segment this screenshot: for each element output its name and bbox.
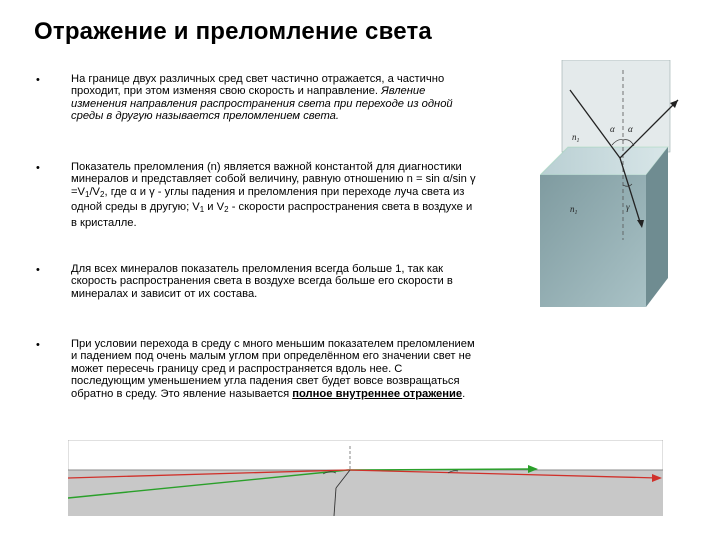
bullet-marker: • xyxy=(36,264,40,276)
bullet-text xyxy=(71,73,476,123)
medium-layer xyxy=(68,470,663,516)
page-title: Отражение и преломление света xyxy=(34,18,432,45)
bullet-text-part: и V xyxy=(204,201,225,214)
total-internal-reflection-figure xyxy=(68,440,663,516)
subscript: 1 xyxy=(199,205,205,215)
bullet-text-part: . xyxy=(462,387,466,400)
crystal-front-face xyxy=(540,175,646,307)
bullet-text-part: /V xyxy=(89,185,101,198)
bullet-text-part: Показатель преломления (n) является важной константой для диагностики минералов и представляет собой величину, равную отношению n = sin α/sin γ =V xyxy=(71,161,476,198)
bullet-marker: • xyxy=(36,74,40,86)
subscript: 1 xyxy=(85,189,90,199)
label-n2: $n_1$ xyxy=(570,204,578,216)
label-n1: $n_1$ xyxy=(572,132,580,144)
bullet-marker: • xyxy=(36,162,40,174)
subscript: 2 xyxy=(224,205,229,215)
bullet-text-part: - скорости распространения света в воздухе и в кристалле. xyxy=(71,201,473,229)
bullet-text xyxy=(71,338,476,400)
bullet-text-italic: Явление изменения направления распространения света при переходе из одной среды в другую называется преломлением света. xyxy=(71,85,453,123)
bullet-text-part: При условии перехода в среду с много меньшим показателем преломлением и падением под очень малым углом при определённом его значении свет не может пересечь границу сред и распространяется вдоль нее. С последующим уменьшением угла падения свет будет вовсе возвращаться обратно в среду. Это явление называется xyxy=(71,338,475,400)
bullet-text xyxy=(71,161,476,229)
bullet-marker: • xyxy=(36,339,40,351)
ray-green-along-boundary xyxy=(348,469,533,470)
term-total-internal-reflection: полное внутреннее отражение xyxy=(292,387,463,400)
air-layer xyxy=(68,440,663,470)
label-alpha-reflected: α xyxy=(628,124,633,134)
bullet-text-part: , где α и γ - углы падения и преломления при переходе луча света из одной среды в другую; V xyxy=(71,185,465,214)
label-alpha: α xyxy=(610,124,615,134)
crystal-side-face xyxy=(646,147,668,307)
label-gamma: γ xyxy=(626,202,630,212)
crystal-top-face xyxy=(540,147,668,175)
bullet-text: Для всех минералов показатель преломления всегда больше 1, так как скорость распространения света в воздухе всегда больше его скорости в минералах и зависит от их состава. xyxy=(71,263,453,300)
bullet-text-normal: На границе двух различных сред свет частично отражается, а частично проходит, при этом изменяя свою скорость и направление. xyxy=(71,73,445,98)
crystal-refraction-figure xyxy=(540,60,715,310)
subscript: 2 xyxy=(100,189,105,199)
